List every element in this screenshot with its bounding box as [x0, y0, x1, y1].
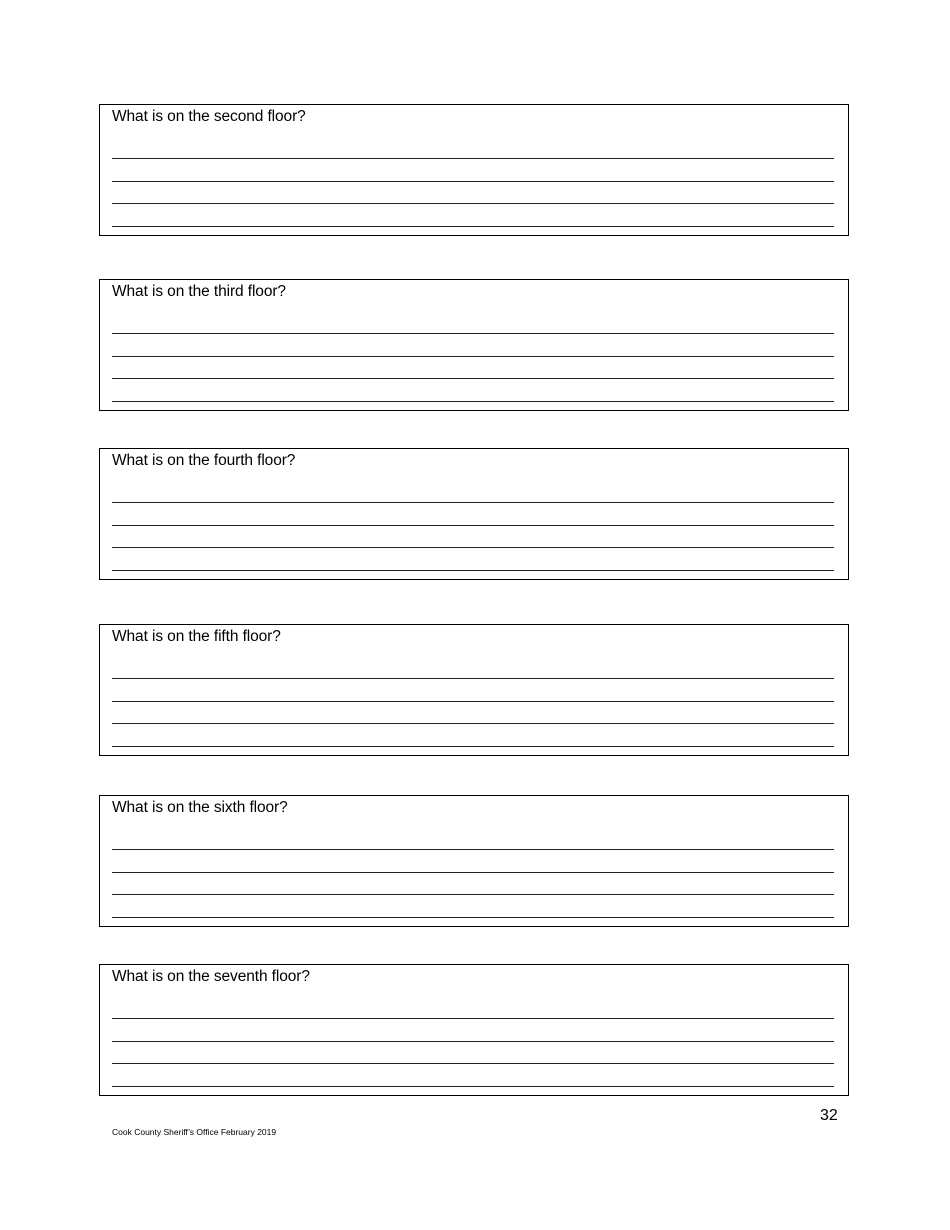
- answer-line[interactable]: [112, 723, 834, 724]
- answer-line[interactable]: [112, 181, 834, 182]
- question-label: What is on the seventh floor?: [112, 968, 310, 985]
- answer-line[interactable]: [112, 226, 834, 227]
- question-box: [99, 624, 849, 756]
- question-label: What is on the fifth floor?: [112, 628, 281, 645]
- answer-line[interactable]: [112, 1018, 834, 1019]
- answer-line[interactable]: [112, 570, 834, 571]
- answer-line[interactable]: [112, 1041, 834, 1042]
- footer-credit: Cook County Sheriff’s Office February 2019: [112, 1127, 277, 1137]
- answer-line[interactable]: [112, 1086, 834, 1087]
- answer-line[interactable]: [112, 502, 834, 503]
- question-box: [99, 104, 849, 236]
- answer-line[interactable]: [112, 1063, 834, 1064]
- answer-line[interactable]: [112, 356, 834, 357]
- answer-line[interactable]: [112, 203, 834, 204]
- question-box: [99, 964, 849, 1096]
- question-box: [99, 279, 849, 411]
- answer-line[interactable]: [112, 746, 834, 747]
- answer-line[interactable]: [112, 378, 834, 379]
- answer-line[interactable]: [112, 158, 834, 159]
- answer-line[interactable]: [112, 917, 834, 918]
- answer-line[interactable]: [112, 678, 834, 679]
- question-box: [99, 448, 849, 580]
- answer-line[interactable]: [112, 547, 834, 548]
- answer-line[interactable]: [112, 333, 834, 334]
- question-label: What is on the third floor?: [112, 283, 286, 300]
- page-number: 32: [820, 1107, 838, 1124]
- answer-line[interactable]: [112, 525, 834, 526]
- question-label: What is on the sixth floor?: [112, 799, 288, 816]
- answer-line[interactable]: [112, 894, 834, 895]
- answer-line[interactable]: [112, 401, 834, 402]
- answer-line[interactable]: [112, 849, 834, 850]
- question-box: [99, 795, 849, 927]
- question-label: What is on the second floor?: [112, 108, 306, 125]
- answer-line[interactable]: [112, 872, 834, 873]
- question-label: What is on the fourth floor?: [112, 452, 296, 469]
- answer-line[interactable]: [112, 701, 834, 702]
